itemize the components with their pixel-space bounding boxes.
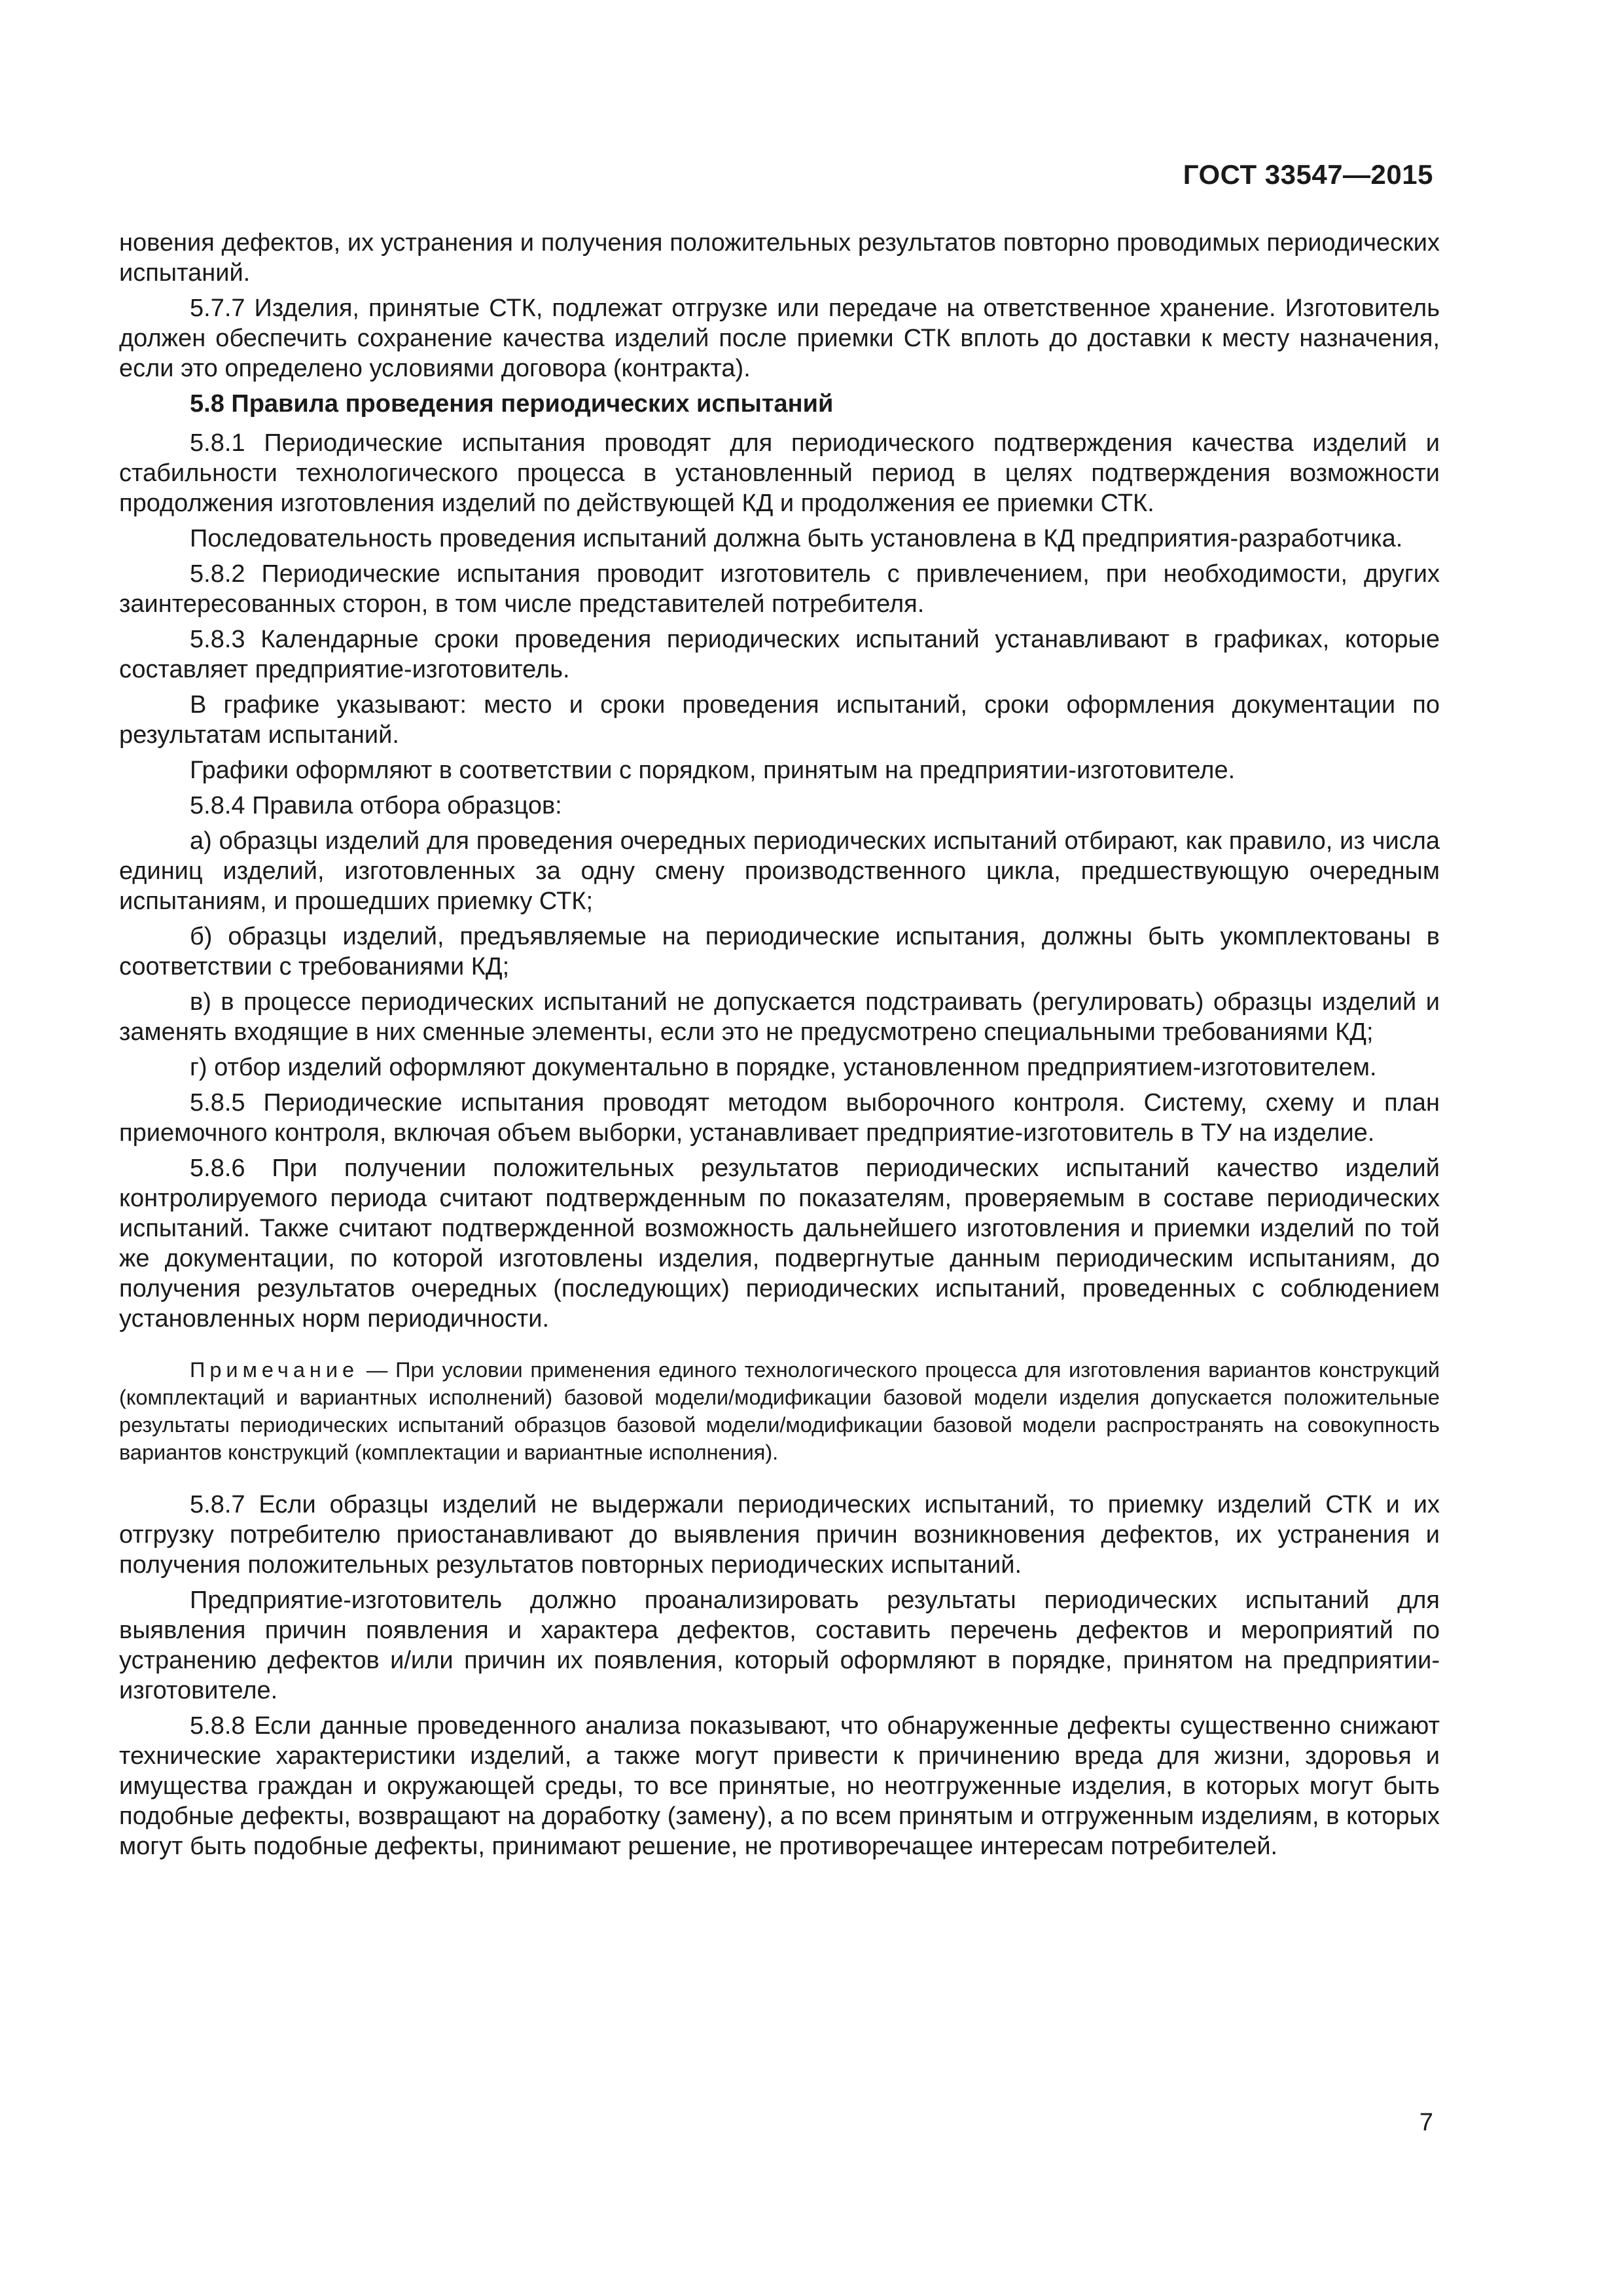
paragraph-5-8-4: 5.8.4 Правила отбора образцов:: [190, 792, 562, 819]
list-item-v: в) в процессе периодических испытаний не допускается подстраивать (регулировать) образцы изделий и заменять входящие в них сменные элементы, если это не предусмотрено специальными требованиями КД;: [119, 988, 1440, 1046]
page-number: 7: [1419, 2109, 1433, 2136]
paragraph-5-8-8: 5.8.8 Если данные проведенного анализа показывают, что обнаруженные дефекты существенно снижают технические характеристики изделий, а также могут привести к причинению вреда для жизни, здоровья и имущества граждан и окружающей среды, то все принятые, но неотгруженные изделия, в которых могут быть подобные дефекты, возвращают на доработку (замену), а по всем принятым и отгруженным изделиям, в которых могут быть подобные дефекты, принимают решение, не противоречащее интересам потребителей.: [119, 1712, 1440, 1860]
paragraph-sequence: Последовательность проведения испытаний должна быть установлена в КД предприятия-разработчика.: [190, 525, 1403, 552]
paragraph-analysis: Предприятие-изготовитель должно проанализировать результаты периодических испытаний для выявления причин появления и характера дефектов, составить перечень дефектов и мероприятий по устранению дефектов и/или причин их появления, который оформляют в порядке, принятом на предприятии-изготовителе.: [119, 1587, 1440, 1704]
paragraph-5-8-1: 5.8.1 Периодические испытания проводят для периодического подтверждения качества изделий и стабильности технологического процесса в установленный период в целях подтверждения возможности продолжения изготовления изделий по действующей КД и продолжения ее приемки СТК.: [119, 429, 1440, 517]
document-body: [119, 228, 1440, 1867]
list-item-g: г) отбор изделий оформляют документально в порядке, установленном предприятием-изготовителем.: [190, 1054, 1377, 1081]
note-text: — При условии применения единого технологического процесса для изготовления вариантов конструкций (комплектаций и вариантных исполнений) базовой модели/модификации базовой модели изделия допускается положительные результаты периодических испытаний образцов базовой модели/модификации базовой модели распространять на совокупность вариантов конструкций (комплектации и вариантные исполнения).: [119, 1358, 1440, 1464]
note-label: Примечание: [190, 1358, 359, 1382]
paragraph-5-8-7: 5.8.7 Если образцы изделий не выдержали периодических испытаний, то приемку изделий СТК и их отгрузку потребителю приостанавливают до выявления причин возникновения дефектов, их устранения и получения положительных результатов повторных периодических испытаний.: [119, 1491, 1440, 1579]
paragraph-5-8-2: 5.8.2 Периодические испытания проводит изготовитель с привлечением, при необходимости, других заинтересованных сторон, в том числе представителей потребителя.: [119, 560, 1440, 618]
paragraph-5-8-6: 5.8.6 При получении положительных результатов периодических испытаний качество изделий контролируемого периода считают подтвержденным по показателям, проверяемым в составе периодических испытаний. Также считают подтвержденной возможность дальнейшего изготовления и приемки изделий по той же документации, по которой изготовлены изделия, подвергнутые данным периодическим испытаниям, до получения результатов очередных (последующих) периодических испытаний, проведенных с соблюдением установленных норм периодичности.: [119, 1155, 1440, 1333]
paragraph-5-8-5: 5.8.5 Периодические испытания проводят методом выборочного контроля. Систему, схему и план приемочного контроля, включая объем выборки, устанавливает предприятие-изготовитель в ТУ на изделие.: [119, 1089, 1440, 1147]
document-header: ГОСТ 33547—2015: [1183, 159, 1433, 190]
list-item-b: б) образцы изделий, предъявляемые на периодические испытания, должны быть укомплектованы в соответствии с требованиями КД;: [119, 923, 1440, 980]
note-block: [119, 1356, 1440, 1466]
paragraph-schedule: В графике указывают: место и сроки проведения испытаний, сроки оформления документации по результатам испытаний.: [119, 691, 1440, 749]
paragraph-schedules: Графики оформляют в соответствии с порядком, принятым на предприятии-изготовителе.: [190, 757, 1236, 784]
paragraph-continuation: новения дефектов, их устранения и получения положительных результатов повторно проводимых периодических испытаний.: [119, 229, 1440, 287]
paragraph-5-7-7: 5.7.7 Изделия, принятые СТК, подлежат отгрузке или передаче на ответственное хранение. Изготовитель должен обеспечить сохранение качества изделий после приемки СТК вплоть до доставки к месту назначения, если это определено условиями договора (контракта).: [119, 295, 1440, 382]
list-item-a: а) образцы изделий для проведения очередных периодических испытаний отбирают, как правило, из числа единиц изделий, изготовленных за одну смену производственного цикла, предшествующую очередным испытаниям, и прошедших приемку СТК;: [119, 827, 1440, 915]
section-heading-5-8: 5.8 Правила проведения периодических испытаний: [190, 390, 834, 418]
paragraph-5-8-3: 5.8.3 Календарные сроки проведения периодических испытаний устанавливают в графиках, которые составляет предприятие-изготовитель.: [119, 626, 1440, 683]
